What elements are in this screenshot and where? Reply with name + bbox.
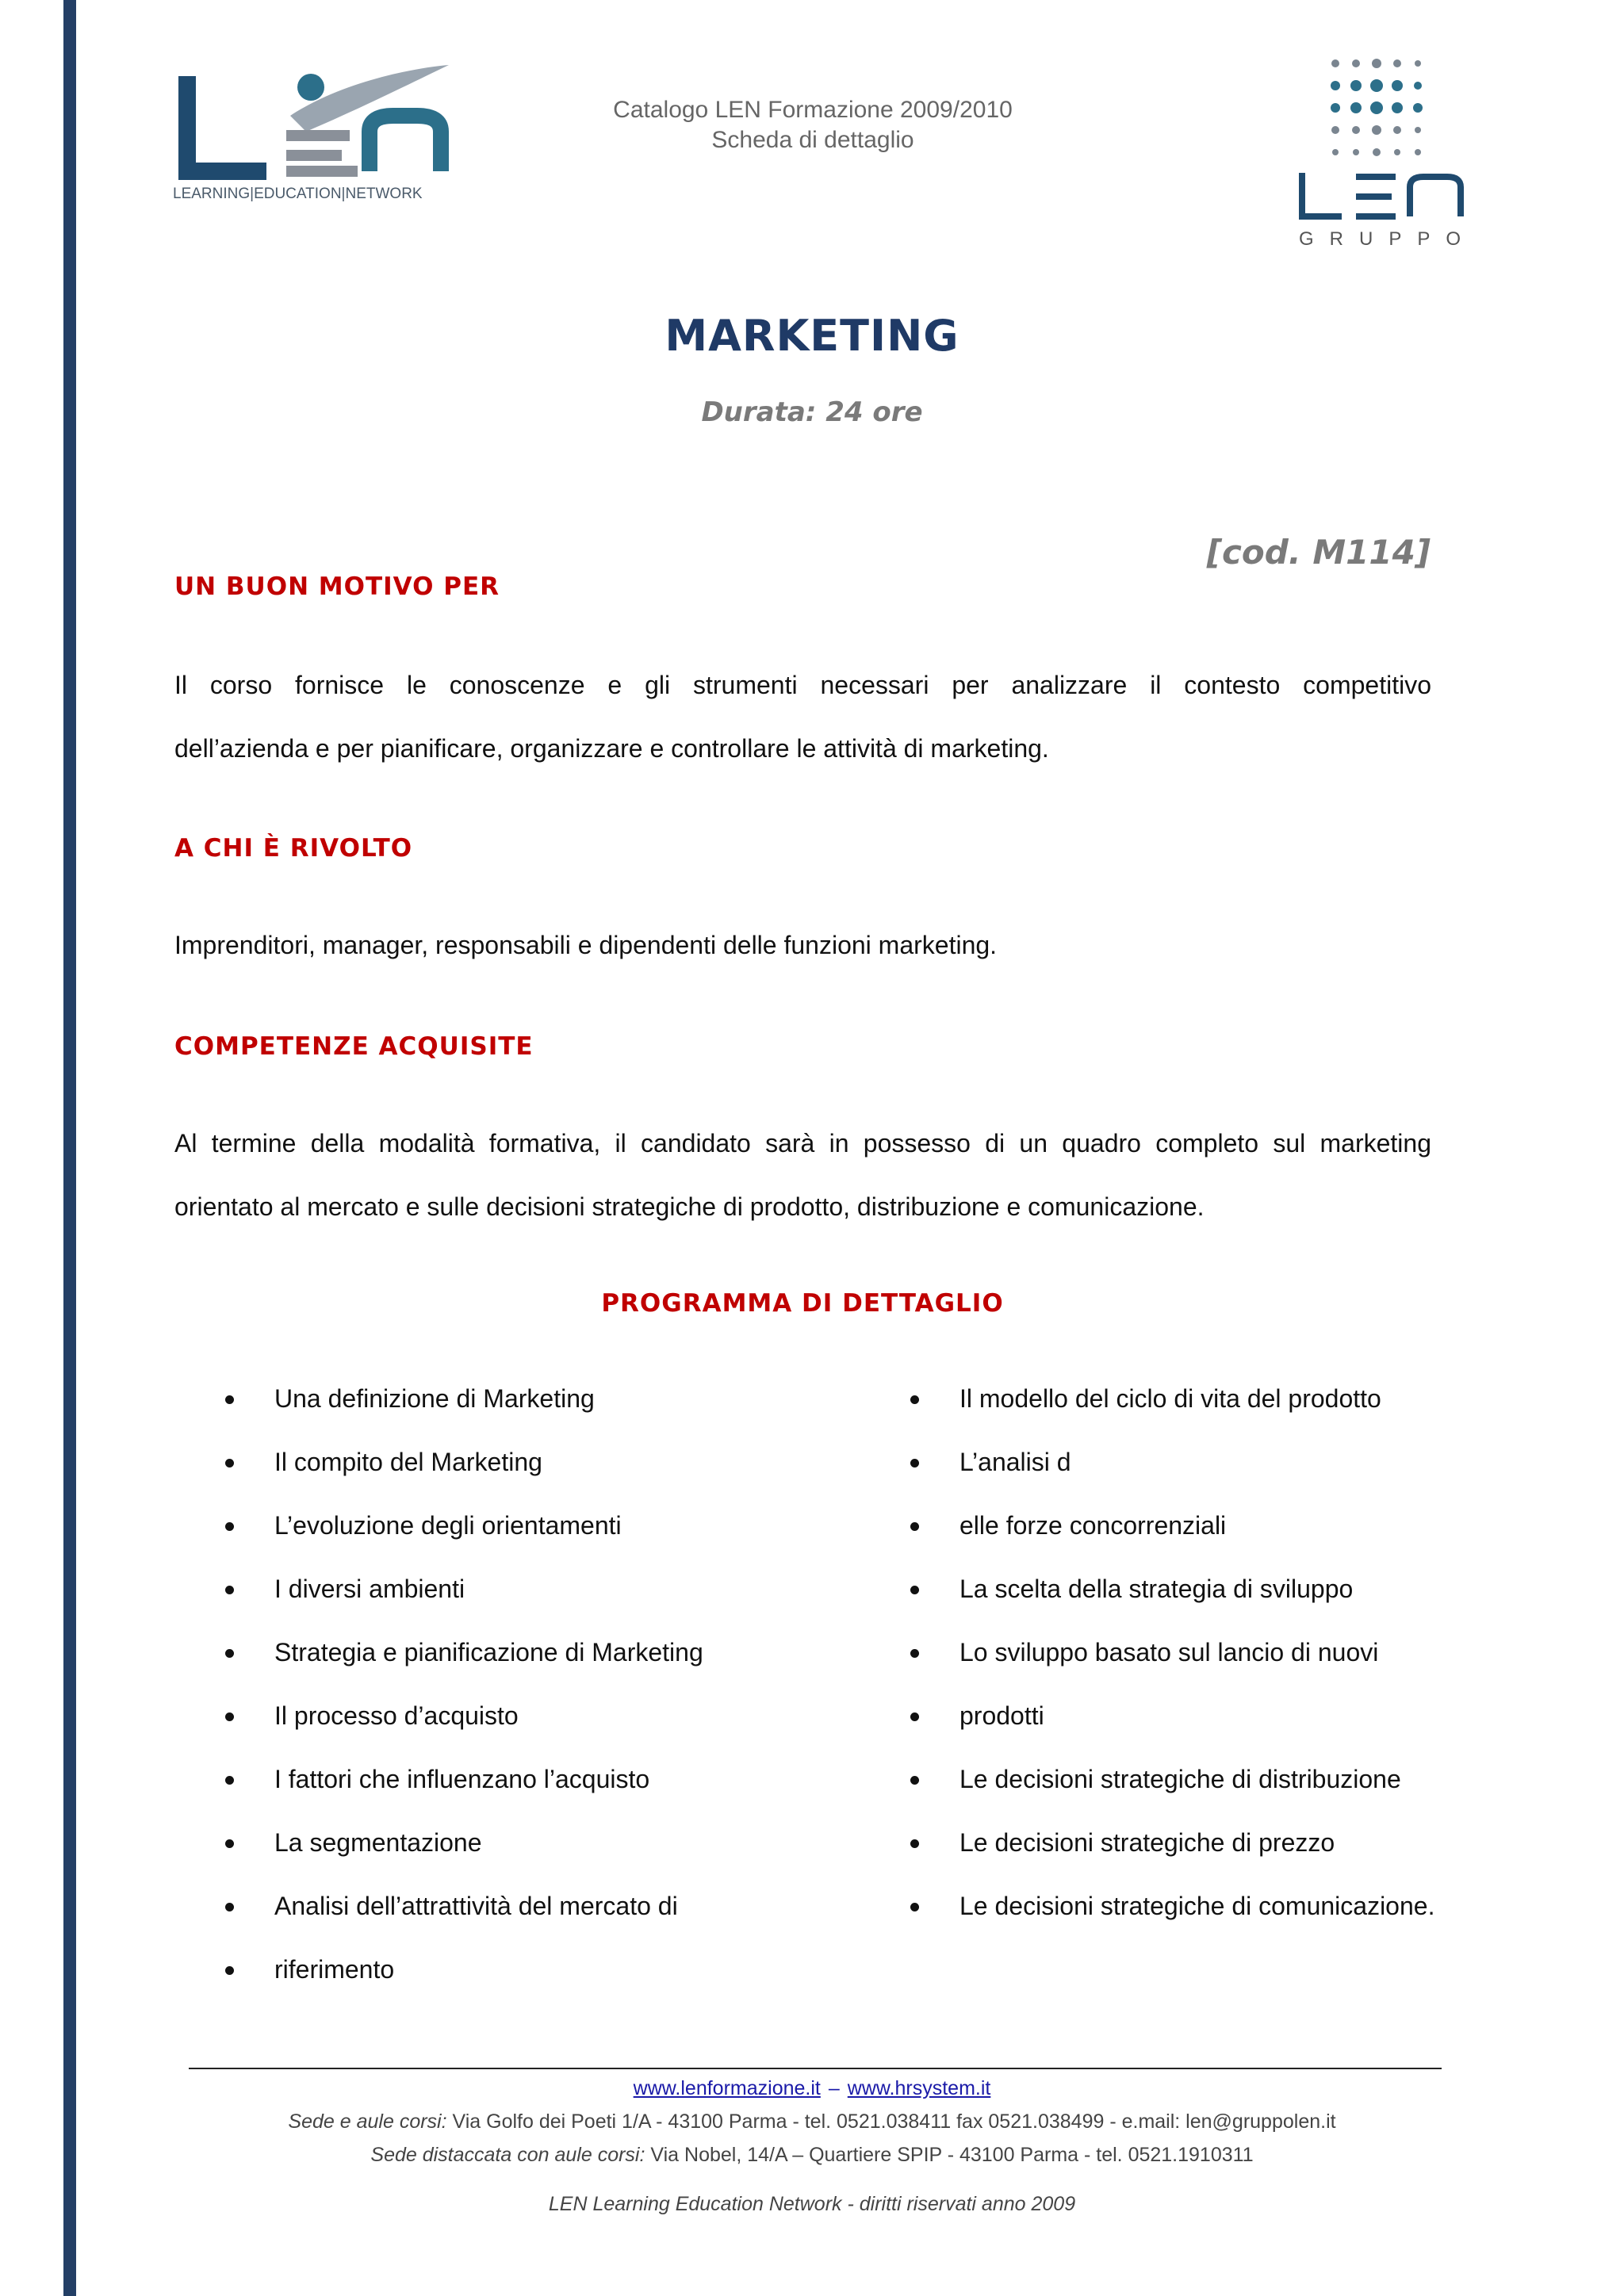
len-logo-tagline: LEARNING|EDUCATION|NETWORK — [173, 186, 423, 202]
bullet-icon — [910, 1459, 919, 1468]
len-logo-mark — [171, 60, 457, 187]
bullet-icon — [225, 1395, 234, 1404]
programma-list-right — [907, 1367, 1478, 1938]
bullet-icon — [910, 1776, 919, 1785]
heading-programma: PROGRAMMA DI DETTAGLIO — [601, 1289, 1004, 1318]
len-gruppo-sub: GRUPPO — [1299, 228, 1477, 250]
footer-divider — [189, 2068, 1442, 2069]
sede-label: Sede e aule corsi: — [288, 2110, 447, 2133]
sede-text: Via Golfo dei Poeti 1/A - 43100 Parma - tel. 0521.038411 fax 0521.038499 - e.mail: len@gruppolen.it — [446, 2110, 1336, 2133]
course-title: MARKETING — [665, 311, 959, 361]
detail-line: Scheda di dettaglio — [711, 127, 914, 153]
list-item: Le decisioni strategiche di prezzo — [907, 1811, 1478, 1874]
bullet-icon — [910, 1903, 919, 1911]
bullet-icon — [910, 1712, 919, 1721]
list-item: La segmentazione — [222, 1811, 872, 1874]
list-item: Le decisioni strategiche di comunicazione. — [907, 1874, 1478, 1938]
list-item: Lo sviluppo basato sul lancio di nuovi — [907, 1621, 1478, 1684]
list-item: L’evoluzione degli orientamenti — [222, 1494, 872, 1557]
list-item: La scelta della strategia di sviluppo — [907, 1557, 1478, 1621]
len-logo-text: LEN — [174, 60, 176, 61]
list-item: I fattori che influenzano l’acquisto — [222, 1747, 872, 1811]
list-item: Strategia e pianificazione di Marketing — [222, 1621, 872, 1684]
list-item: I diversi ambienti — [222, 1557, 872, 1621]
distaccata-text: Via Nobel, 14/A – Quartiere SPIP - 43100 Parma - tel. 0521.1910311 — [645, 2144, 1254, 2166]
motivo-line-2: dell’azienda e per pianificare, organizzare e controllare le attività di marketing. — [174, 734, 1049, 763]
bullet-icon — [910, 1649, 919, 1658]
len-gruppo-logo — [1293, 54, 1475, 260]
footer-distaccata — [0, 2144, 1624, 2167]
bullet-icon — [910, 1839, 919, 1848]
list-item: Le decisioni strategiche di distribuzione — [907, 1747, 1478, 1811]
bullet-icon — [225, 1903, 234, 1911]
list-item: Il compito del Marketing — [222, 1430, 872, 1494]
list-item: Analisi dell’attrattività del mercato di — [222, 1874, 872, 1938]
footer-links — [0, 2077, 1624, 2100]
link-separator: – — [828, 2077, 840, 2099]
list-item: Il modello del ciclo di vita del prodotto — [907, 1367, 1478, 1430]
bullet-icon — [225, 1712, 234, 1721]
list-item: Il processo d’acquisto — [222, 1684, 872, 1747]
bullet-icon — [910, 1522, 919, 1531]
list-item: Una definizione di Marketing — [222, 1367, 872, 1430]
rights-text: LEN Learning Education Network - diritti riservati anno 2009 — [548, 2193, 1076, 2215]
motivo-line-1: Il corso fornisce le conoscenze e gli strumenti necessari per analizzare il contesto competitivo — [174, 671, 1431, 699]
bullet-icon — [225, 1966, 234, 1975]
programma-list-left — [222, 1367, 872, 2001]
heading-competenze: COMPETENZE ACQUISITE — [174, 1032, 534, 1061]
heading-motivo: UN BUON MOTIVO PER — [174, 572, 500, 601]
bullet-icon — [225, 1522, 234, 1531]
rivolto-text: Imprenditori, manager, responsabili e dipendenti delle funzioni marketing. — [174, 931, 998, 959]
catalog-line: Catalogo LEN Formazione 2009/2010 — [613, 97, 1013, 123]
bullet-icon — [225, 1839, 234, 1848]
heading-rivolto: A CHI È RIVOLTO — [174, 834, 413, 863]
competenze-line-1: Al termine della modalità formativa, il candidato sarà in possesso di un quadro completo sul marketing — [174, 1129, 1431, 1158]
list-item: riferimento — [222, 1938, 872, 2001]
list-item: L’analisi d — [907, 1430, 1478, 1494]
bullet-icon — [910, 1586, 919, 1594]
list-item: prodotti — [907, 1684, 1478, 1747]
distaccata-label: Sede distaccata con aule corsi: — [370, 2144, 645, 2166]
lenformazione-link[interactable]: www.lenformazione.it — [633, 2077, 821, 2099]
bullet-icon — [910, 1395, 919, 1404]
footer-sede — [0, 2110, 1624, 2133]
footer-rights — [0, 2193, 1624, 2216]
list-item: elle forze concorrenziali — [907, 1494, 1478, 1557]
bullet-icon — [225, 1459, 234, 1468]
catalog-header — [508, 95, 1118, 155]
bullet-icon — [225, 1649, 234, 1658]
course-code: [cod. M114] — [1206, 533, 1431, 572]
bullet-icon — [225, 1586, 234, 1594]
len-gruppo-mark — [1293, 54, 1475, 224]
course-duration: Durata: 24 ore — [701, 396, 923, 428]
len-logo — [171, 60, 457, 211]
hrsystem-link[interactable]: www.hrsystem.it — [847, 2077, 991, 2099]
bullet-icon — [225, 1776, 234, 1785]
competenze-line-2: orientato al mercato e sulle decisioni strategiche di prodotto, distribuzione e comunicazione. — [174, 1192, 1205, 1221]
